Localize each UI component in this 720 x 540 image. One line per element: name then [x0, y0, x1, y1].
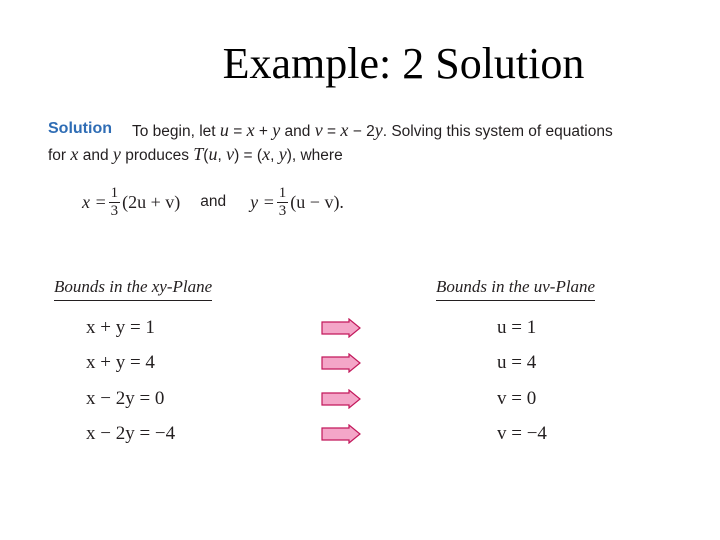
xy-bound-3: x − 2y = 0 [86, 388, 165, 409]
text: and [78, 147, 113, 164]
text: for [48, 147, 71, 164]
right-arrow-icon [321, 389, 361, 409]
text: ( [203, 147, 209, 164]
var-v: v [314, 120, 323, 140]
text: + [254, 123, 273, 140]
var-v: v [226, 144, 235, 164]
fraction-numerator: 1 [278, 184, 287, 201]
var-T: T [193, 144, 204, 164]
text: − 2 [348, 123, 375, 140]
text: ), where [286, 147, 343, 164]
text: ) = ( [234, 147, 263, 164]
right-arrow-icon [321, 424, 361, 444]
var-u: u [208, 144, 218, 164]
xy-bound-4: x − 2y = −4 [86, 423, 176, 444]
var-y: y [272, 120, 281, 140]
text: = [322, 123, 341, 140]
fraction-denominator: 3 [278, 202, 287, 219]
var-u: u [219, 120, 229, 140]
fraction-one-third [277, 185, 289, 220]
right-arrow-icon [321, 353, 361, 373]
xy-bound-1: x + y = 1 [86, 317, 155, 338]
solution-label: Solution [48, 120, 112, 137]
text: produces [120, 147, 194, 164]
xy-bounds-header: Bounds in the xy-Plane [54, 277, 212, 301]
fraction-numerator: 1 [110, 184, 119, 201]
xy-bound-2: x + y = 4 [86, 352, 155, 373]
text: , [270, 147, 279, 164]
var-y: y [278, 144, 287, 164]
var-x: x [340, 120, 349, 140]
right-arrow-icon [321, 318, 361, 338]
text: , [217, 147, 227, 164]
y-equation-rhs: (u − v). [290, 191, 344, 212]
uv-bound-3: v = 0 [497, 388, 537, 409]
var-x: x [262, 144, 271, 164]
fraction-denominator: 3 [110, 202, 119, 219]
text: To begin, let [132, 123, 220, 140]
fraction-one-third [109, 185, 121, 220]
var-x: x [246, 120, 255, 140]
and-connector: and [200, 193, 227, 210]
var-y: y [374, 120, 383, 140]
inverse-equations [82, 180, 344, 224]
uv-bounds-header: Bounds in the uv-Plane [436, 277, 595, 301]
var-y: y [112, 144, 121, 164]
solution-line-2 [48, 144, 343, 165]
text: . Solving this system of equations [382, 123, 613, 140]
y-equation-lhs: y = [250, 191, 275, 212]
text: = [228, 123, 247, 140]
var-x: x [70, 144, 79, 164]
uv-bound-4: v = −4 [497, 423, 547, 444]
slide-title: Example: 2 Solution [222, 39, 585, 88]
text: and [280, 123, 315, 140]
uv-bound-2: u = 4 [497, 352, 537, 373]
uv-bound-1: u = 1 [497, 317, 537, 338]
x-equation-lhs: x = [82, 191, 107, 212]
x-equation-rhs: (2u + v) [122, 191, 181, 212]
solution-line-1 [132, 120, 613, 141]
